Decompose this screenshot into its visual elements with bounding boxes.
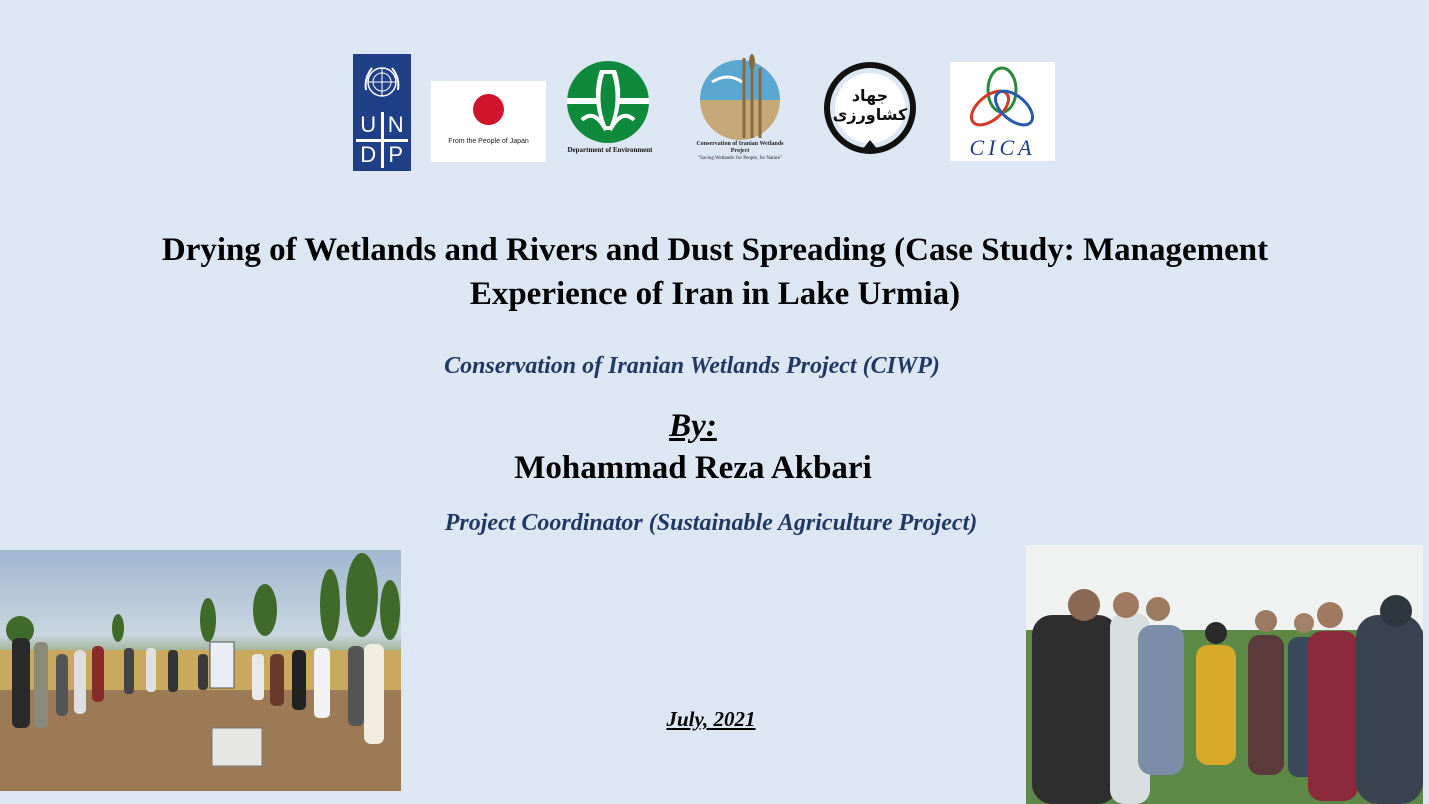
- cica-logo: [950, 62, 1055, 161]
- by-label: By:: [669, 408, 717, 444]
- slide-title: [60, 228, 1370, 316]
- inspection-group-illustration: [1026, 545, 1423, 804]
- ciwp-caption: Conservation of Iranian Wetlands Project: [696, 141, 784, 154]
- presentation-date: July, 2021: [666, 707, 756, 731]
- undp-letter: U: [356, 112, 381, 139]
- undp-letter: D: [356, 142, 381, 169]
- field-group-illustration: [0, 550, 401, 791]
- title-line: Experience of Iran in Lake Urmia): [469, 276, 961, 312]
- japan-caption: From the People of Japan: [448, 138, 529, 145]
- ciwp-tagline: "Saving Wetlands: for People, for Nature": [697, 156, 783, 161]
- undp-letter: P: [384, 142, 409, 169]
- japan-logo: [431, 81, 546, 162]
- undp-logo: [353, 54, 411, 171]
- cica-caption: CICA: [969, 135, 1036, 160]
- ciwp-emblem-icon: [692, 52, 788, 140]
- undp-letter: N: [384, 112, 409, 139]
- doe-logo: [560, 60, 660, 160]
- undp-letter-grid: [356, 112, 408, 168]
- doe-emblem-icon: [560, 60, 660, 146]
- interlocking-rings-icon: [950, 62, 1055, 134]
- jihad-caption: جهاد کشاورزی: [832, 86, 908, 124]
- title-line: Drying of Wetlands and Rivers and Dust Spreading (Case Study: Management: [161, 232, 1269, 268]
- project-subtitle: Conservation of Iranian Wetlands Project (CIWP): [444, 353, 940, 379]
- field-visit-photo-right: [1026, 545, 1423, 804]
- ciwp-logo: [692, 52, 788, 166]
- un-emblem-icon: [360, 60, 404, 104]
- jihad-keshavarzi-logo: [822, 60, 918, 156]
- author-role: Project Coordinator (Sustainable Agriculture Project): [444, 510, 978, 536]
- author-name: Mohammad Reza Akbari: [514, 450, 872, 486]
- doe-caption: Department of Environment: [567, 146, 653, 154]
- field-visit-photo-left: [0, 550, 401, 791]
- rising-sun-icon: [473, 94, 504, 125]
